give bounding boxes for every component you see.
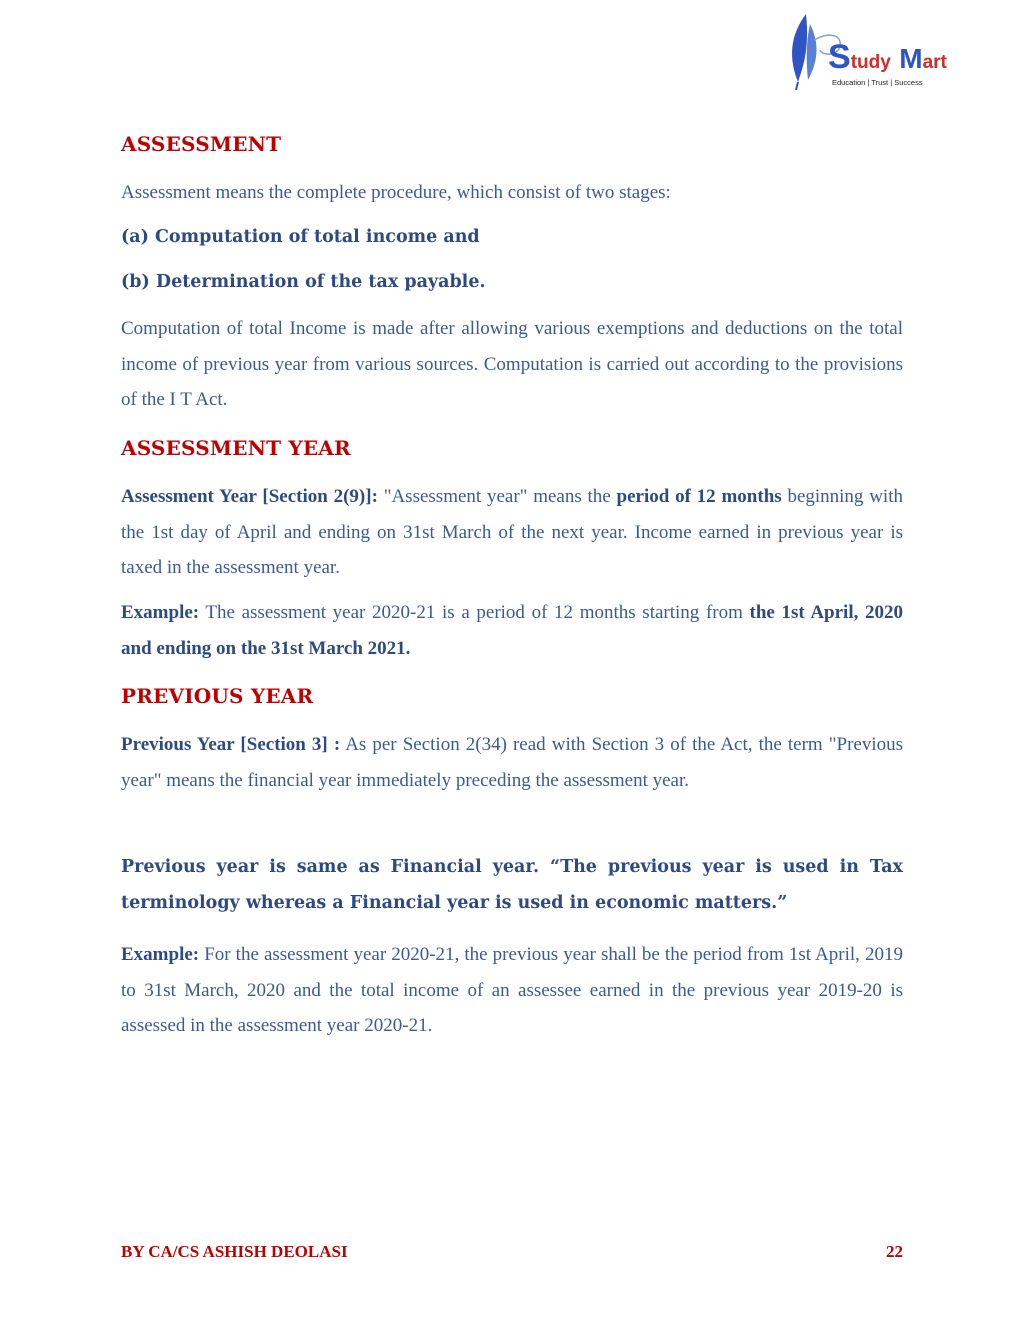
previous-example-text: For the assessment year 2020-21, the previous year shall be the period from 1st April, 2019 to 31st March, 2020 and the total income of an assessee earned in the previous year 2019-20 is assessed in the assessment year 2020-21. [121,944,903,1036]
page-number: 22 [886,1242,903,1261]
stage-a-text: (a) Computation of total income and [121,227,480,247]
heading-previous-year: PREVIOUS YEAR [121,684,314,708]
heading-assessment: ASSESSMENT [121,132,282,156]
assessment-year-bold: period of 12 months [616,486,782,507]
previous-year-example [121,937,903,1044]
assessment-year-label: Assessment Year [Section 2(9)]: [121,486,378,507]
stage-b-text: (b) Determination of the tax payable. [121,272,486,292]
study-mart-logo [784,10,964,92]
logo-letter-s: S [828,38,851,76]
assessment-year-definition [121,479,903,586]
previous-example-label: Example: [121,944,200,965]
assessment-stage-a [121,220,480,256]
example-bold: the 1st April, 2020 and ending on the 31st March 2021. [121,602,904,659]
previous-year-definition [121,727,903,798]
logo-word-tudy: tudy [850,52,891,73]
assessment-intro: Assessment means the complete procedure, which consist of two stages: [121,182,671,203]
footer-author: BY CA/CS ASHISH DEOLASI [121,1242,348,1261]
previous-year-note [121,850,903,921]
previous-year-text: As per Section 2(34) read with Section 3 of the Act, the term "Previous year" means the financial year immediately preceding the assessment year. [121,734,904,791]
assessment-year-example [121,595,903,666]
example-label: Example: [121,602,200,623]
previous-year-label: Previous Year [Section 3] : [121,734,341,755]
logo-word-art: art [922,52,947,73]
previous-year-note-text: Previous year is same as Financial year. “The previous year is used in Tax terminology whereas a Financial year is used in economic matters.” [121,857,903,913]
assessment-body: Computation of total Income is made after allowing various exemptions and deductions on the total income of previous year from various sources. Computation is carried out according to the provisions of the I T Act. [121,318,903,410]
logo-letter-m: M [899,43,923,74]
example-text: The assessment year 2020-21 is a period of 12 months starting from [199,602,750,623]
heading-assessment-year: ASSESSMENT YEAR [121,436,351,460]
logo-tagline: Education | Trust | Success [832,78,923,87]
assessment-stage-b [121,265,486,301]
assessment-year-text-2: beginning with the 1st day of April and ending on 31st March of the next year. Income earned in previous year is taxed in the assessment year. [121,486,903,578]
assessment-year-text-1: "Assessment year" means the [377,486,617,507]
